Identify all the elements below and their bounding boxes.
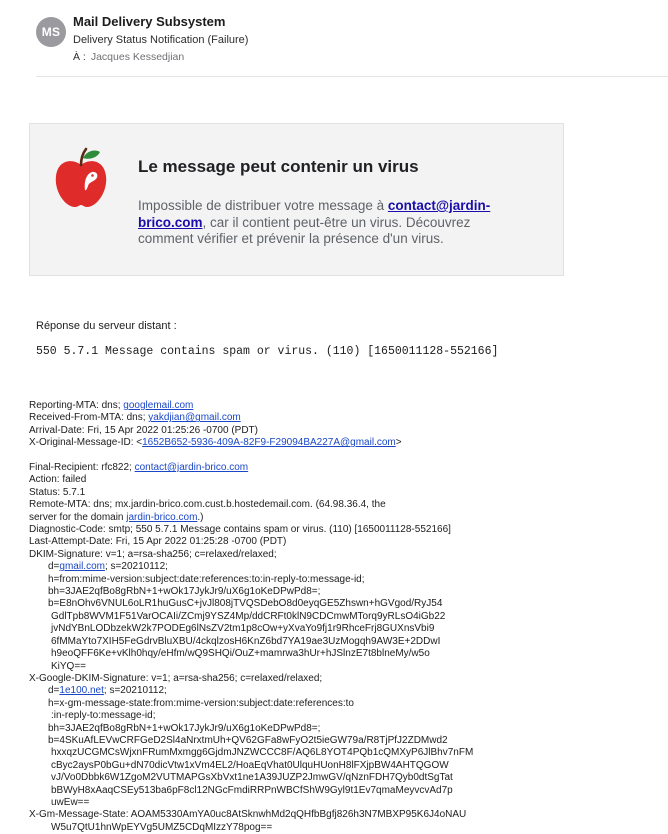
dkim-b-line: GdlTpb8WVM1F51VarOCAIi/ZCmj9YSZ4Mp/ddCRFt0klN9CDCmwMTorq9yRLsO4iGb22 <box>51 610 446 622</box>
x-google-dkim-b-line: cByc2aysP0bGu+dN70dicVtw1xVm4EL2/HoaEqVhat0UlquHUonH8lFXjpBW4AHTQGOW <box>51 759 449 771</box>
last-attempt-date-line: Last-Attempt-Date: Fri, 15 Apr 2022 01:25:28 -0700 (PDT) <box>29 536 287 548</box>
x-google-dkim-domain-link[interactable]: 1e100.net <box>59 685 104 697</box>
header-divider <box>36 76 668 77</box>
remote-mta-line: Remote-MTA: dns; mx.jardin-brico.com.cust.b.hostedemail.com. (64.98.36.4, the <box>29 499 386 511</box>
original-message-id-link[interactable]: 1652B652-5936-409A-82F9-F29094BA227A@gmail.com <box>142 437 396 449</box>
warning-text-start: Impossible de distribuer votre message à <box>138 198 388 213</box>
remote-mta-domain-line: server for the domain jardin-brico.com.) <box>29 511 204 523</box>
to-label: À : <box>73 51 86 63</box>
dkim-d-line: d=gmail.com; s=20210112; <box>48 561 168 573</box>
dkim-b-line: h9eoQFF6Ke+vKlh0hqy/eHfm/wQ9SHQi/OuZ+mamrwa3hUr+hJSlnzE7t8blneMy/w5o <box>51 648 430 660</box>
dkim-b-line: KiYQ== <box>51 660 87 672</box>
email-subject: Delivery Status Notification (Failure) <box>73 34 249 46</box>
apple-virus-icon <box>52 146 110 210</box>
warning-title: Le message peut contenir un virus <box>138 157 419 176</box>
dkim-h-line: h=from:mime-version:subject:date:references:to:in-reply-to:message-id; <box>48 573 365 585</box>
dkim-domain-link[interactable]: gmail.com <box>59 561 105 573</box>
x-google-dkim-b-line: vJ/Vo0Dbbk6W1ZgoM2VUTMAPGsXbVxt1ne1A39JUZP2JmwGV/qNznFDH7Qyb0dtSgTat <box>51 772 453 784</box>
dkim-signature-line: DKIM-Signature: v=1; a=rsa-sha256; c=relaxed/relaxed; <box>29 548 277 560</box>
diagnostic-code-line: Diagnostic-Code: smtp; 550 5.7.1 Message contains spam or virus. (110) [1650011128-552166] <box>29 524 451 536</box>
x-google-dkim-b-line: hxxqzUCGMCsWjxnFRumMxmgg6GjdmJNZWCCC8F/AQ6L8YOT4PQb1cQMXyP6JlBhv7nFM <box>51 747 474 759</box>
x-google-dkim-bh-line: bh=3JAE2qfBo8gRbN+1+wOk17JykJr9/uX6g1oKeDPwPd8=; <box>48 722 321 734</box>
warning-body <box>138 198 523 248</box>
x-google-dkim-h-line: h=x-gm-message-state:from:mime-version:subject:date:references:to <box>48 697 354 709</box>
received-from-mta-line: Received-From-MTA: dns; yakdjian@gmail.com <box>29 412 241 424</box>
sender-avatar: MS <box>36 17 66 47</box>
action-line: Action: failed <box>29 474 87 486</box>
sender-name: Mail Delivery Subsystem <box>73 14 226 29</box>
recipient-name[interactable]: Jacques Kessedjian <box>90 51 185 63</box>
warning-text-end: , car il contient peut-être un virus. Découvrez comment vérifier et prévenir la présence d'un virus. <box>138 214 471 246</box>
server-response-label: Réponse du serveur distant : <box>36 320 177 332</box>
raw-delivery-report <box>29 400 659 834</box>
reporting-mta-line: Reporting-MTA: dns; googlemail.com <box>29 400 194 411</box>
dkim-bh-line: bh=3JAE2qfBo8gRbN+1+wOk17JykJr9/uX6g1oKeDPwPd8=; <box>48 586 321 598</box>
server-response-code: 550 5.7.1 Message contains spam or virus. (110) [1650011128-552166] <box>36 345 499 358</box>
x-google-dkim-b-line: bBWyH8xAaqCSEy513ba6pF8cl12NGcFmdiRRPnWBCfShW9Gyl9t1Ev7qmaMeyvcvAd7p <box>51 784 453 796</box>
x-google-dkim-line: X-Google-DKIM-Signature: v=1; a=rsa-sha256; c=relaxed/relaxed; <box>29 672 323 684</box>
dkim-b-line: jvNdYBnLODbzekW2k7PODEg6lNsZV2tm1p8cOw+yXvaYo9fj1r9RhceFrj8GUXnsVbi9 <box>51 623 435 635</box>
arrival-date-line: Arrival-Date: Fri, 15 Apr 2022 01:25:26 -0700 (PDT) <box>29 424 258 436</box>
x-google-dkim-b-line: uwEw== <box>51 796 90 808</box>
final-recipient-line: Final-Recipient: rfc822; contact@jardin-brico.com <box>29 462 249 474</box>
x-google-dkim-b-line: b=4SKuAfLEVwCRFGeD2Sl4aNrxtmUh+QV62GFa8wFyO2t5ieGW79a/R8TjPfJ2ZDMwd2 <box>48 734 448 746</box>
x-gm-message-state-line: W5u7QtU1hnWpEYVg5UMZ5CDqMIzzY78pog== <box>51 821 273 833</box>
final-recipient-link[interactable]: contact@jardin-brico.com <box>134 462 249 474</box>
remote-mta-domain-link[interactable]: jardin-brico.com <box>126 511 198 523</box>
received-from-mta-link[interactable]: yakdjian@gmail.com <box>148 412 241 424</box>
virus-warning-card <box>29 123 564 276</box>
reporting-mta-link[interactable]: googlemail.com <box>123 400 194 411</box>
dkim-b-line: 6fMMaYto7XIH5FeGdrvBluXBU/4ckqlzosH6KnZ6bd7YA19ae3UzMogqh9AW3E+2DDwI <box>51 635 441 647</box>
dkim-b-line: b=E8nOhv6VNUL6oLR1huGusC+jvJl808jTVQSDebO8d0eyqGE5Zhswn+hGVgod/RyJ54 <box>48 598 443 610</box>
recipient-email-link[interactable]: contact@jardin-brico.com <box>138 198 491 230</box>
x-gm-message-state-line: X-Gm-Message-State: AOAM5330AmYA0uc8AtSknwhMd2qQHfbBgfj826h3N7MBXP95K6J4oNAU <box>29 809 467 821</box>
status-line: Status: 5.7.1 <box>29 486 86 498</box>
x-google-dkim-h-line: :in-reply-to:message-id; <box>51 710 156 722</box>
x-google-dkim-d-line: d=1e100.net; s=20210112; <box>48 685 167 697</box>
recipient-line <box>73 51 184 63</box>
original-message-id-line: X-Original-Message-ID: <1652B652-5936-409A-82F9-F29094BA227A@gmail.com> <box>29 437 402 449</box>
